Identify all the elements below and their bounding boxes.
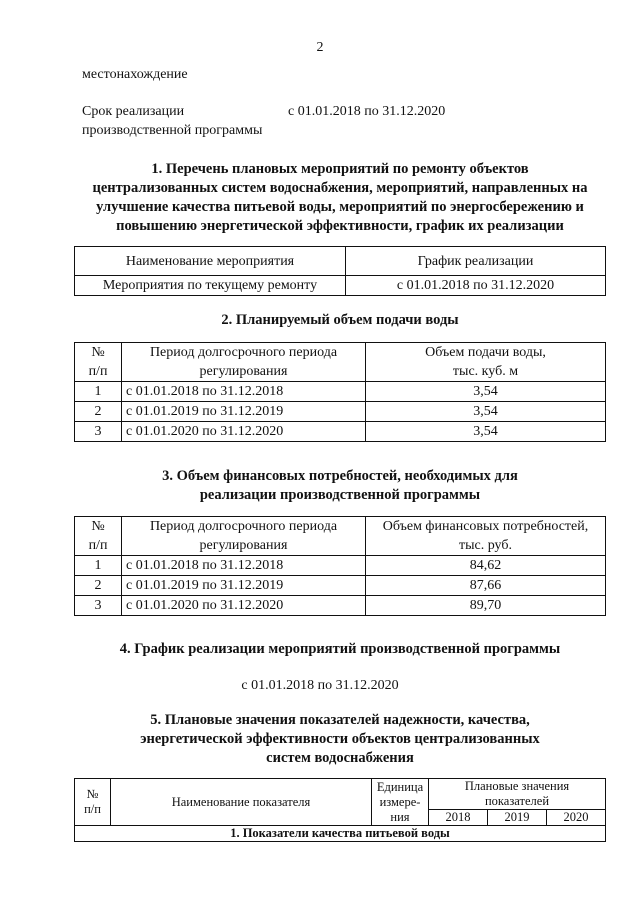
header-num: № п/п — [75, 779, 111, 826]
row-amount: 87,66 — [366, 576, 606, 596]
header-period: Период долгосрочного периода регулирования — [122, 343, 366, 382]
row-num: 2 — [75, 576, 122, 596]
row-amount: 89,70 — [366, 596, 606, 616]
section1-title-line: централизованных систем водоснабжения, мероприятий, направленных на — [92, 180, 588, 196]
row-num: 3 — [75, 422, 122, 442]
table-row — [75, 276, 606, 296]
section5-title — [60, 711, 620, 768]
header-volume: Объем подачи воды, тыс. куб. м — [366, 343, 606, 382]
row-period: с 01.01.2019 по 31.12.2019 — [122, 576, 366, 596]
header-measure-name: Наименование мероприятия — [75, 247, 346, 276]
row-num: 1 — [75, 382, 122, 402]
header-schedule: График реализации — [346, 247, 606, 276]
term-value: с 01.01.2018 по 31.12.2020 — [288, 104, 446, 119]
subheader-drinking-water-quality: 1. Показатели качества питьевой воды — [75, 826, 606, 842]
section1-title-line: 1. Перечень плановых мероприятий по ремонту объектов — [151, 161, 529, 177]
row-period: с 01.01.2020 по 31.12.2020 — [122, 422, 366, 442]
term-label-line1: Срок реализации — [82, 104, 185, 119]
section1-title-line: улучшение качества питьевой воды, мероприятий по энергосбережению и — [96, 199, 584, 215]
row-period: с 01.01.2018 по 31.12.2018 — [122, 382, 366, 402]
location-label: местонахождение — [82, 67, 188, 82]
table-row — [75, 556, 606, 576]
row-volume: 3,54 — [366, 422, 606, 442]
header-year: 2018 — [429, 810, 488, 826]
row-num: 1 — [75, 556, 122, 576]
row-period: с 01.01.2020 по 31.12.2020 — [122, 596, 366, 616]
measure-name: Мероприятия по текущему ремонту — [75, 276, 346, 296]
table-row — [75, 596, 606, 616]
term-label-line2: производственной программы — [82, 123, 263, 138]
section5-title-line: 5. Плановые значения показателей надежности, качества, — [150, 712, 530, 728]
header-num: № п/п — [75, 343, 122, 382]
header-unit: Единица измере- ния — [372, 779, 429, 826]
row-volume: 3,54 — [366, 382, 606, 402]
section4-value: с 01.01.2018 по 31.12.2020 — [241, 678, 399, 693]
section5-title-line: систем водоснабжения — [266, 750, 414, 766]
section3-title-line: реализации производственной программы — [199, 487, 481, 503]
table-row — [75, 826, 606, 842]
indicators-table — [74, 778, 606, 842]
section2-title: 2. Планируемый объем подачи воды — [221, 312, 459, 328]
table-row — [75, 402, 606, 422]
row-amount: 84,62 — [366, 556, 606, 576]
section4-title: 4. График реализации мероприятий производственной программы — [119, 641, 561, 657]
table-row — [75, 576, 606, 596]
header-indicator-name: Наименование показателя — [111, 779, 372, 826]
row-num: 3 — [75, 596, 122, 616]
measures-table — [74, 246, 606, 296]
row-num: 2 — [75, 402, 122, 422]
section1-title-line: повышению энергетической эффективности, график их реализации — [116, 218, 564, 234]
table-row — [75, 382, 606, 402]
section1-title — [60, 160, 620, 236]
header-year: 2020 — [546, 810, 605, 826]
row-period: с 01.01.2019 по 31.12.2019 — [122, 402, 366, 422]
section3-title-line: 3. Объем финансовых потребностей, необходимых для — [162, 468, 518, 484]
page-number: 2 — [316, 40, 324, 55]
section5-title-line: энергетической эффективности объектов централизованных — [140, 731, 540, 747]
table-row — [75, 422, 606, 442]
financial-needs-table — [74, 516, 606, 616]
header-year: 2019 — [487, 810, 546, 826]
measure-schedule: с 01.01.2018 по 31.12.2020 — [346, 276, 606, 296]
header-period: Период долгосрочного периода регулирования — [122, 517, 366, 556]
header-planned-values: Плановые значения показателей — [429, 779, 606, 810]
header-financial-needs: Объем финансовых потребностей, тыс. руб. — [366, 517, 606, 556]
section3-title — [60, 467, 620, 505]
row-period: с 01.01.2018 по 31.12.2018 — [122, 556, 366, 576]
header-num: № п/п — [75, 517, 122, 556]
row-volume: 3,54 — [366, 402, 606, 422]
water-supply-table — [74, 342, 606, 442]
